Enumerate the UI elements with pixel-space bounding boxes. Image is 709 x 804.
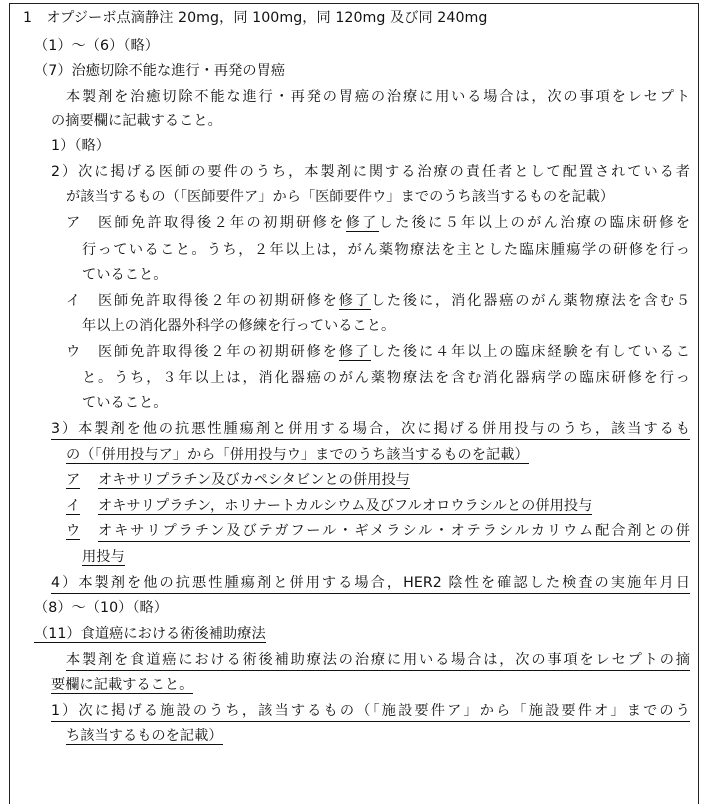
doctor-requirement-u-line1: 医師免許取得後２年の初期研修を修了した後に４年以上の臨床経験を有しているこ bbox=[98, 344, 690, 360]
section-7-item2-line2: が該当するもの（「医師要件ア」から「医師要件ウ」までのうち該当するものを記載） bbox=[66, 189, 615, 205]
combo-u-line1: オキサリプラチン及びテガフール・ギメラシル・オテラシルカリウム配合剤との併 bbox=[98, 521, 690, 542]
underlined-term-shuryo: 修了 bbox=[338, 293, 371, 309]
underlined-term-shuryo: 修了 bbox=[338, 344, 371, 360]
doctor-requirement-i-line2: 年以上の消化器外科学の修練を行っていること。 bbox=[82, 318, 396, 334]
doctor-requirement-u-mark: ウ bbox=[66, 344, 81, 360]
combo-a-mark: ア bbox=[66, 472, 81, 488]
section-7-item2-line1: 2）次に掲げる医師の要件のうち，本製剤に関する治療の責任者として配置されている者 bbox=[51, 164, 690, 180]
doctor-requirement-a-mark: ア bbox=[66, 215, 81, 231]
section-7-item4: 4）本製剤を他の抗悪性腫瘍剤と併用する場合，HER2 陰性を確認した検査の実施年月日 bbox=[51, 573, 690, 594]
section-11-intro-line1: 本製剤を食道癌における術後補助療法の治療に用いる場合は，次の事項をレセプトの摘 bbox=[66, 650, 690, 671]
doctor-requirement-a-line3: ていること。 bbox=[82, 267, 168, 283]
section-7-item3-line1: 3）本製剤を他の抗悪性腫瘍剤と併用する場合，次に掲げる併用投与のうち，該当するも bbox=[51, 419, 690, 440]
document-heading: 1 オプジーボ点滴静注 20mg，同 100mg，同 120mg 及び同 240mg bbox=[23, 10, 488, 26]
combo-u-line2: 用投与 bbox=[82, 549, 125, 565]
section-8-10-omitted: （8）～（10）（略） bbox=[34, 600, 169, 616]
combo-a-text: オキサリプラチン及びカペシタビンとの併用投与 bbox=[98, 472, 410, 488]
underlined-term-shuryo: 修了 bbox=[345, 215, 379, 231]
doctor-requirement-u-line3: ていること。 bbox=[82, 395, 168, 411]
section-7-title: （7）治癒切除不能な進行・再発の胃癌 bbox=[34, 63, 286, 79]
section-11-item1-line1: 1）次に掲げる施設のうち，該当するもの（「施設要件ア」から「施設要件オ」までのう bbox=[51, 701, 690, 722]
doctor-requirement-i-mark: イ bbox=[66, 293, 81, 309]
combo-i-mark: イ bbox=[66, 498, 81, 514]
doctor-requirement-u-line2: と。うち，３年以上は，消化器癌のがん薬物療法を含む消化器病学の臨床研修を行っ bbox=[82, 370, 690, 386]
doctor-requirement-i-line1: 医師免許取得後２年の初期研修を修了した後に，消化器癌のがん薬物療法を含む５ bbox=[98, 293, 690, 309]
section-11-title: （11）食道癌における術後補助療法 bbox=[34, 626, 266, 642]
section-7-item1: 1）（略） bbox=[51, 138, 110, 154]
section-7-intro-line2: の摘要欄に記載すること。 bbox=[51, 113, 222, 129]
combo-i-text: オキサリプラチン，ホリナートカルシウム及びフルオロウラシルとの併用投与 bbox=[98, 498, 593, 514]
section-1-6-omitted: （1）～（6）（略） bbox=[34, 38, 159, 54]
doctor-requirement-a-line2: 行っていること。うち，２年以上は，がん薬物療法を主とした臨床腫瘍学の研修を行っ bbox=[82, 242, 690, 258]
section-7-intro-line1: 本製剤を治癒切除不能な進行・再発の胃癌の治療に用いる場合は，次の事項をレセプト bbox=[66, 89, 690, 105]
combo-u-mark: ウ bbox=[66, 523, 81, 539]
section-11-item1-line2: ち該当するものを記載） bbox=[66, 728, 223, 744]
section-7-item3-line2: の（「併用投与ア」から「併用投与ウ」までのうち該当するものを記載） bbox=[66, 447, 529, 463]
section-11-intro-line2: 要欄に記載すること。 bbox=[51, 677, 194, 693]
doctor-requirement-a-line1: 医師免許取得後２年の初期研修を修了した後に５年以上のがん治療の臨床研修を bbox=[98, 215, 690, 231]
